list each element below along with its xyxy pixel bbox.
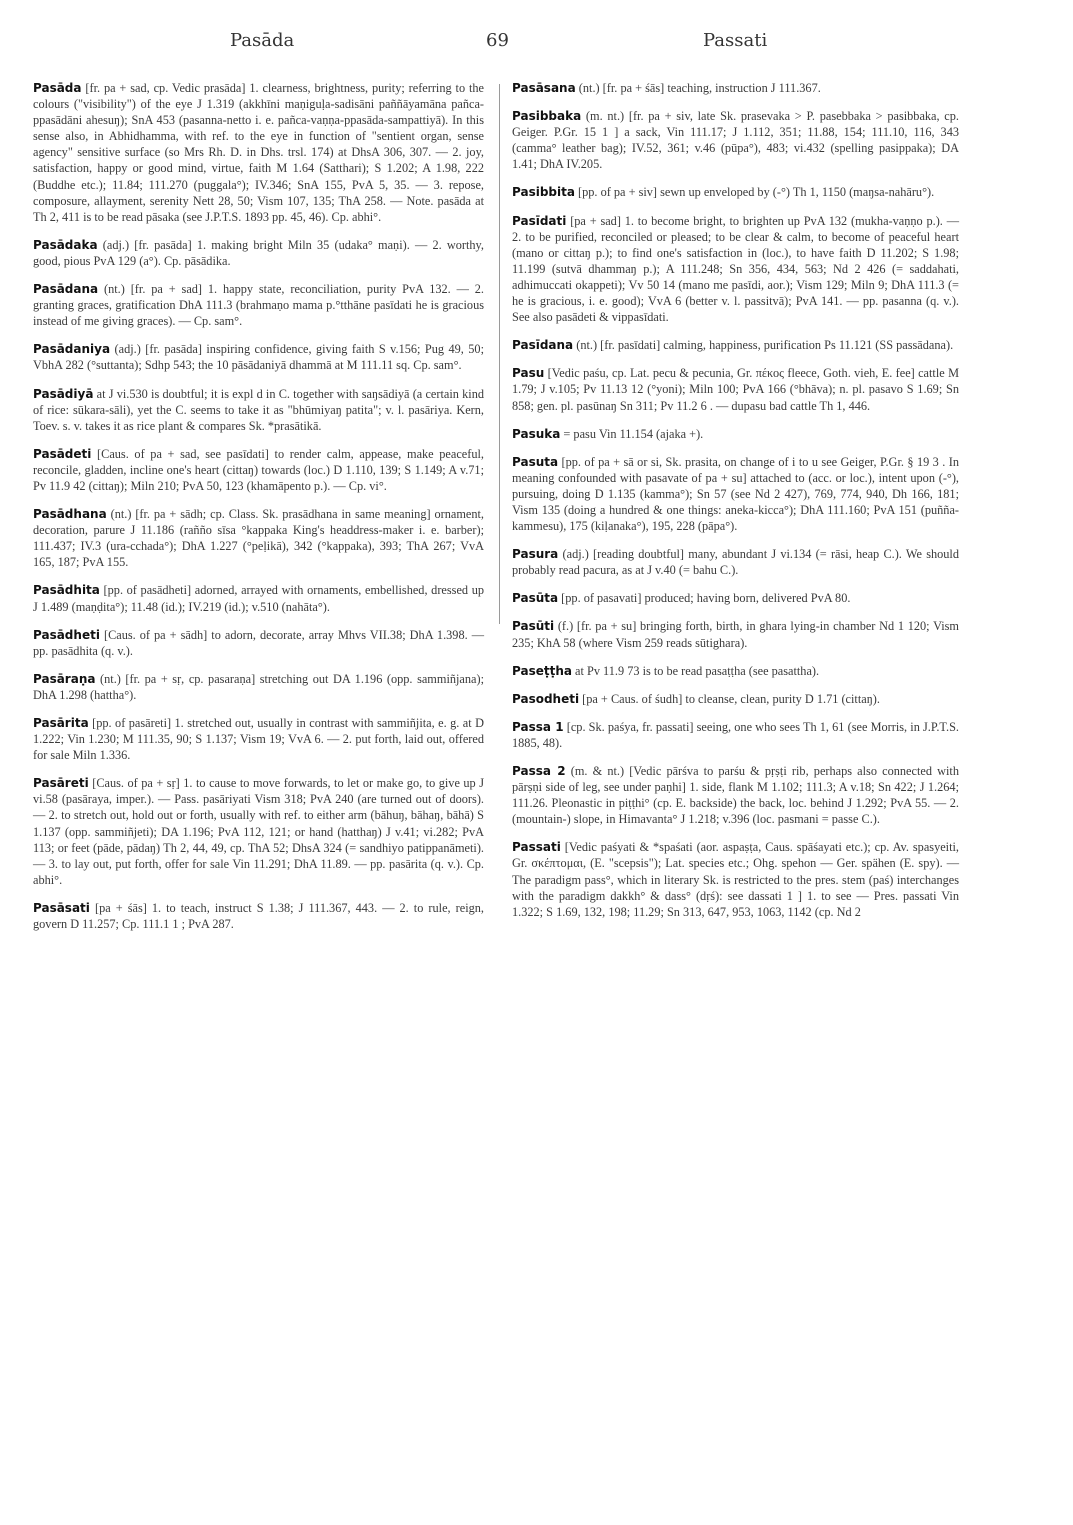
dictionary-entry: [33, 775, 484, 888]
entry-headword: Pasārita: [33, 716, 89, 730]
entry-headword: Pasādana: [33, 282, 99, 297]
dictionary-entry: [33, 582, 484, 614]
entry-headword: Pasāsana: [512, 81, 576, 95]
dictionary-entry: [33, 900, 484, 932]
entry-definition: (nt.) [fr. pa + sad] 1. happy state, reconciliation, purity PvA 132. — 2. granting graces, gratification DhA 111.3 (brahmaṇo mama p.°tthāne pasīdati he is gracious instead of me giving graces). — Cp. sam°.: [33, 282, 484, 329]
entry-headword: Pasāda: [33, 81, 82, 95]
entry-definition: at Pv 11.9 73 is to be read pasaṭṭha (see pasattha).: [575, 663, 820, 678]
entry-definition: [Caus. of pa + sādh] to adorn, decorate, array Mhvs VII.38; DhA 1.398. — pp. pasādhita (q. v.).: [33, 627, 484, 658]
dictionary-entry: [512, 590, 959, 606]
entry-headword: Passa 1: [512, 719, 564, 734]
entry-headword: Pasāraṇa: [33, 671, 96, 686]
entry-definition: (nt.) [fr. pa + sṛ, cp. pasaraṇa] stretching out DA 1.196 (opp. sammiñjana); DhA 1.298 (hattha°).: [33, 671, 484, 702]
entry-headword: Pasādaniya: [33, 342, 111, 357]
entry-definition: [pp. of pasavati] produced; having born, delivered PvA 80.: [561, 591, 851, 606]
dictionary-entry: [512, 839, 959, 919]
dictionary-entry: [512, 108, 959, 172]
dictionary-entry: [33, 671, 484, 703]
dictionary-entry: [33, 715, 484, 763]
dictionary-entry: [512, 546, 959, 578]
entry-headword: Pasādeti: [33, 446, 92, 461]
entry-headword: Pasura: [512, 547, 559, 562]
running-head-right: Passati: [703, 30, 768, 51]
entry-definition: [pa + Caus. of śudh] to cleanse, clean, purity D 1.71 (cittaŋ).: [582, 691, 880, 706]
dictionary-entry: [33, 281, 484, 329]
dictionary-entry: [512, 337, 959, 353]
entry-definition: (nt.) [fr. pa + śās] teaching, instruction J 111.367.: [578, 81, 821, 95]
entry-definition: (adj.) [fr. pasāda] inspiring confidence, giving faith S v.156; Pug 49, 50; VbhA 282 (°suttanta); Sdhp 543; the 10 pāsādaniyā dhammā at M 111.11 sq. Cp. sam°.: [33, 342, 484, 373]
entry-headword: Paseṭṭha: [512, 663, 572, 678]
entry-definition: (m. & nt.) [Vedic pārśva to parśu & pṛṣṭi rib, perhaps also connected with pārṣṇi side of leg, see under paṇhi] 1. side, flank M 1.102; 111.3; A v.18; Sn 422; J 1.264; 111.26. Pleonastic in piṭṭhi° (cp. E. backside) the back, loc. behind J 1.292; PvA 55. — 2. (mountain-) slope, in Himavanta° J 1.218; v.396 (loc. pasmani = passe C.).: [512, 764, 959, 827]
entry-headword: Pasāreti: [33, 776, 89, 791]
entry-headword: Pasīdana: [512, 338, 574, 353]
entry-headword: Pasādhita: [33, 583, 100, 598]
right-column: [512, 80, 959, 932]
dictionary-entry: [33, 627, 484, 659]
dictionary-entry: [512, 719, 959, 751]
entry-definition: [Caus. of pa + sṛ] 1. to cause to move forwards, to let or make go, to give up J vi.58 (pasāraya, imper.). — Pass. pasāriyati Vism 318; PvA 240 (are turned out of doors). — 2. to stretch out, hold out or forth, usually with ref. to either arm (bāhuŋ, bāhaŋ, bāhā) S 1.137 (opp. sammiñjeti); DA 1.196; PvA 112, 121; or hand (hatthaŋ) J v.41; vi.282; PvA 113; or feet (pāde, pādaŋ) Th 2, 44, 49, cp. ThA 52; DhsA 324 (= sandhiyo patippanāmeti). — 3. to lay out, put forth, offer for sale Vin 11.291; DhA 11.89. — pp. pasārita (q. v.). Cp. abhi°.: [33, 776, 484, 887]
dictionary-entry: [33, 386, 484, 434]
entry-definition: [pa + sad] 1. to become bright, to brighten up PvA 132 (mukha-vaṇṇo p.). — 2. to be purified, reconciled or pleased; to be clear & calm, to become of peaceful heart (mano or cittaŋ p.); to find one's satisfaction in (loc.), to have faith D 11.202; S 1.98; 11.199 (sutvā dhammaŋ p.); A 111.248; Sn 356, 434, 563; Nd 2 426 (= saddahati, adhimuccati okappeti); Vv 50 14 (mano me pasīdi, aor.); Vism 129; Miln 9; DhA 111.3 (= he is gracious, i. e. good); VvA 6 (better v. l. passitvā); PvA 141. — pp. pasanna (q. v.). See also pasādeti & vippasīdati.: [512, 213, 959, 325]
entry-headword: Pasibbita: [512, 185, 575, 200]
page-number: 69: [486, 30, 509, 51]
dictionary-entry: [33, 446, 484, 494]
entry-definition: = pasu Vin 11.154 (ajaka +).: [563, 426, 704, 441]
entry-definition: [pp. of pa + sā or si, Sk. prasita, on change of i to u see Geiger, P.Gr. § 19 3 . In meaning confounded with pasavate of pa + su] attached to (acc. or loc.), intent upon (-°), pursuing, doing D 1.135 (kamma°); Sn 57 (see Nd 2 427), 769, 774, 940, Dh 166, 181; Vism 135 (doing a hundred & one things: aneka-kicca°); DhA 111.160; PvA 151 (puñña-kammesu), 175 (kiḷanaka°), 195, 228 (pāpa°).: [512, 454, 959, 534]
running-head-left: Pasāda: [230, 30, 295, 51]
entry-definition: [Vedic paśu, cp. Lat. pecu & pecunia, Gr. πέκος fleece, Goth. vieh, E. fee] cattle M 1.79; J v.105; Pv 11.13 12 (°yoni); Miln 100; PvA 166 (°bhāva); n. pl. pasavo S 1.69; Sn 858; gen. pl. pasūnaŋ Sn 311; Pv 11.2 6 . — dupasu bad cattle Th 1, 446.: [512, 366, 959, 413]
dictionary-entry: [512, 365, 959, 413]
dictionary-entry: [512, 213, 959, 326]
entry-headword: Passati: [512, 840, 561, 855]
entry-headword: Pasādheti: [33, 627, 100, 642]
dictionary-entry: [512, 184, 959, 200]
entry-definition: at J vi.530 is doubtful; it is expl d in C. together with saŋsādiyā (a certain kind of rice: sūkara-sāli), yet the C. seems to take it as "bhūmiyaŋ patita"; v. l. pasāriya. Kern, Toev. s. v. takes it as rice plant & compares Sk. *prasātikā.: [33, 386, 484, 433]
entry-headword: Pasāsati: [33, 900, 90, 915]
entry-headword: Pasibbaka: [512, 109, 582, 124]
entry-headword: Pasodheti: [512, 691, 580, 706]
entry-headword: Passa 2: [512, 764, 566, 778]
dictionary-entry: [512, 618, 959, 650]
entry-headword: Pasādaka: [33, 237, 98, 252]
dictionary-entry: [512, 454, 959, 534]
entry-definition: (nt.) [fr. pasīdati] calming, happiness, purification Ps 11.121 (SS passādana).: [576, 338, 954, 353]
entry-headword: Pasuta: [512, 454, 559, 469]
entry-headword: Pasādiyā: [33, 386, 94, 401]
entry-definition: [pp. of pa + siv] sewn up enveloped by (-°) Th 1, 1150 (maŋsa-nahāru°).: [578, 185, 935, 200]
dictionary-entry: [512, 663, 959, 679]
dictionary-entry: [512, 763, 959, 827]
dictionary-entry: [512, 691, 959, 707]
entry-headword: Pasuka: [512, 426, 561, 441]
entry-definition: [Vedic paśyati & *spaśati (aor. aspaṣṭa, Caus. spāśayati etc.); cp. Av. spasyeiti, Gr. σκέπτομαι, (E. "scepsis"); Lat. species etc.; Ohg. spehon — Ger. spähen (E. spy). — The paradigm pass°, which in literary Sk. is restricted to the pres. stem (paś) interchanges with the paradigm dakkh° & dass° (dṛś): see dassati 1 ] 1. to see — Pres. passati Vin 1.322; S 1.69, 132, 198; 11.29; Sn 313, 647, 953, 1063, 1142 (cp. Nd 2: [512, 840, 960, 919]
entry-definition: (adj.) [fr. pasāda] 1. making bright Miln 35 (udaka° maṇi). — 2. worthy, good, pious PvA 129 (a°). Cp. pāsādika.: [33, 237, 484, 268]
entry-definition: (adj.) [reading doubtful] many, abundant J vi.134 (= rāsi, heap C.). We should probably read pacura, as at J v.40 (= bahu C.).: [512, 547, 959, 578]
entry-headword: Pasu: [512, 366, 545, 381]
entry-definition: [Caus. of pa + sad, see pasīdati] to render calm, appease, make peaceful, reconcile, gladden, incline one's heart (cittaŋ) towards (loc.) D 1.110, 139; S 1.149; A v.71; Pv 11.9 42 (cittaŋ); Miln 210; PvA 50, 123 (khamāpento p.). — Cp. vi°.: [33, 446, 484, 493]
entry-definition: (m. nt.) [fr. pa + siv, late Sk. prasevaka > P. pasebbaka > pasibbaka, cp. Geiger. P.Gr. 15 1 ] a sack, Vin 111.17; J 1.112, 351; 11.88, 154; 111.10, 116, 343 (camma° leather bag); IV.52, 361; v.46 (pūpa°), 483; vi.432 (spelling pasippaka); DA 1.41; DhA IV.205.: [512, 109, 959, 172]
entry-headword: Pasādhana: [33, 507, 107, 522]
entry-headword: Pasūta: [512, 591, 559, 606]
entry-definition: [pa + śās] 1. to teach, instruct S 1.38; J 111.367, 443. — 2. to rule, reign, govern D 11.257; Cp. 111.1 1 ; PvA 287.: [33, 900, 484, 932]
entry-definition: (nt.) [fr. pa + sādh; cp. Class. Sk. prasādhana in same meaning] ornament, decoration, parure J 11.186 (rañño sīsa °kappaka King's headdress-maker i. e. barber); 111.437; IV.3 (ura-cchada°); DhA 1.227 (°peḷikā), 342 (°kappaka), 393; ThA 267; VvA 165, 187; PvA 155.: [33, 507, 484, 570]
dictionary-entry: [512, 426, 959, 442]
entry-headword: Pasīdati: [512, 213, 567, 228]
left-column: [33, 80, 484, 944]
entry-definition: [pp. of pasādheti] adorned, arrayed with ornaments, embellished, dressed up J 1.489 (maṇḍita°); 11.48 (id.); IV.219 (id.); v.510 (nahāta°).: [33, 583, 484, 614]
entry-definition: [fr. pa + sad, cp. Vedic prasāda] 1. clearness, brightness, purity; referring to the colours ("visibility") of the eye J 1.319 (akkhīni maṇiguḷa-sadisāni paññāyamāna pañca-ppasādāni ahesuŋ); SnA 453 (pasanna-netto i. e. pañca-vaṇṇa-ppasāda-sampattiyā). In this sense also, in Abhidhamma, with ref. to the eye in function of "sentient organ, sense agency" sensitive surface (so Mrs Rh. D. in Dhs. trsl. 174) at DhsA 306, 307. — 2. joy, satisfaction, happy or good mind, virtue, faith M 1.64 (Satthari); S 1.202; A 1.98, 222 (Buddhe etc.); 11.84; 111.270 (puggala°); IV.346; SnA 155, PvA 5, 35. — 3. repose, composure, allayment, serenity Nett 28, 50; Vism 107, 135; ThA 258. — Note. pasāda at Th 2, 411 is to be read pāsaka (see J.P.T.S. 1893 pp. 45, 46). Cp. abhi°.: [33, 81, 484, 224]
entry-definition: [cp. Sk. paśya, fr. passati] seeing, one who sees Th 1, 61 (see Morris, in J.P.T.S. 1885, 48).: [512, 719, 960, 750]
entry-definition: [pp. of pasāreti] 1. stretched out, usually in contrast with sammiñjita, e. g. at D 1.222; Vin 1.230; M 111.35, 90; S 1.137; Vism 19; VvA 6. — 2. put forth, laid out, offered for sale Miln 1.336.: [33, 716, 484, 763]
dictionary-entry: [33, 341, 484, 373]
dictionary-entry: [33, 506, 484, 570]
dictionary-entry: [512, 80, 959, 96]
dictionary-entry: [33, 80, 484, 225]
column-divider: [499, 84, 500, 624]
entry-definition: (f.) [fr. pa + su] bringing forth, birth, in ghara lying-in chamber Nd 1 120; Vism 235; KhA 58 (where Vism 259 reads sūtighara).: [512, 619, 959, 650]
dictionary-entry: [33, 237, 484, 269]
entry-headword: Pasūti: [512, 619, 555, 634]
